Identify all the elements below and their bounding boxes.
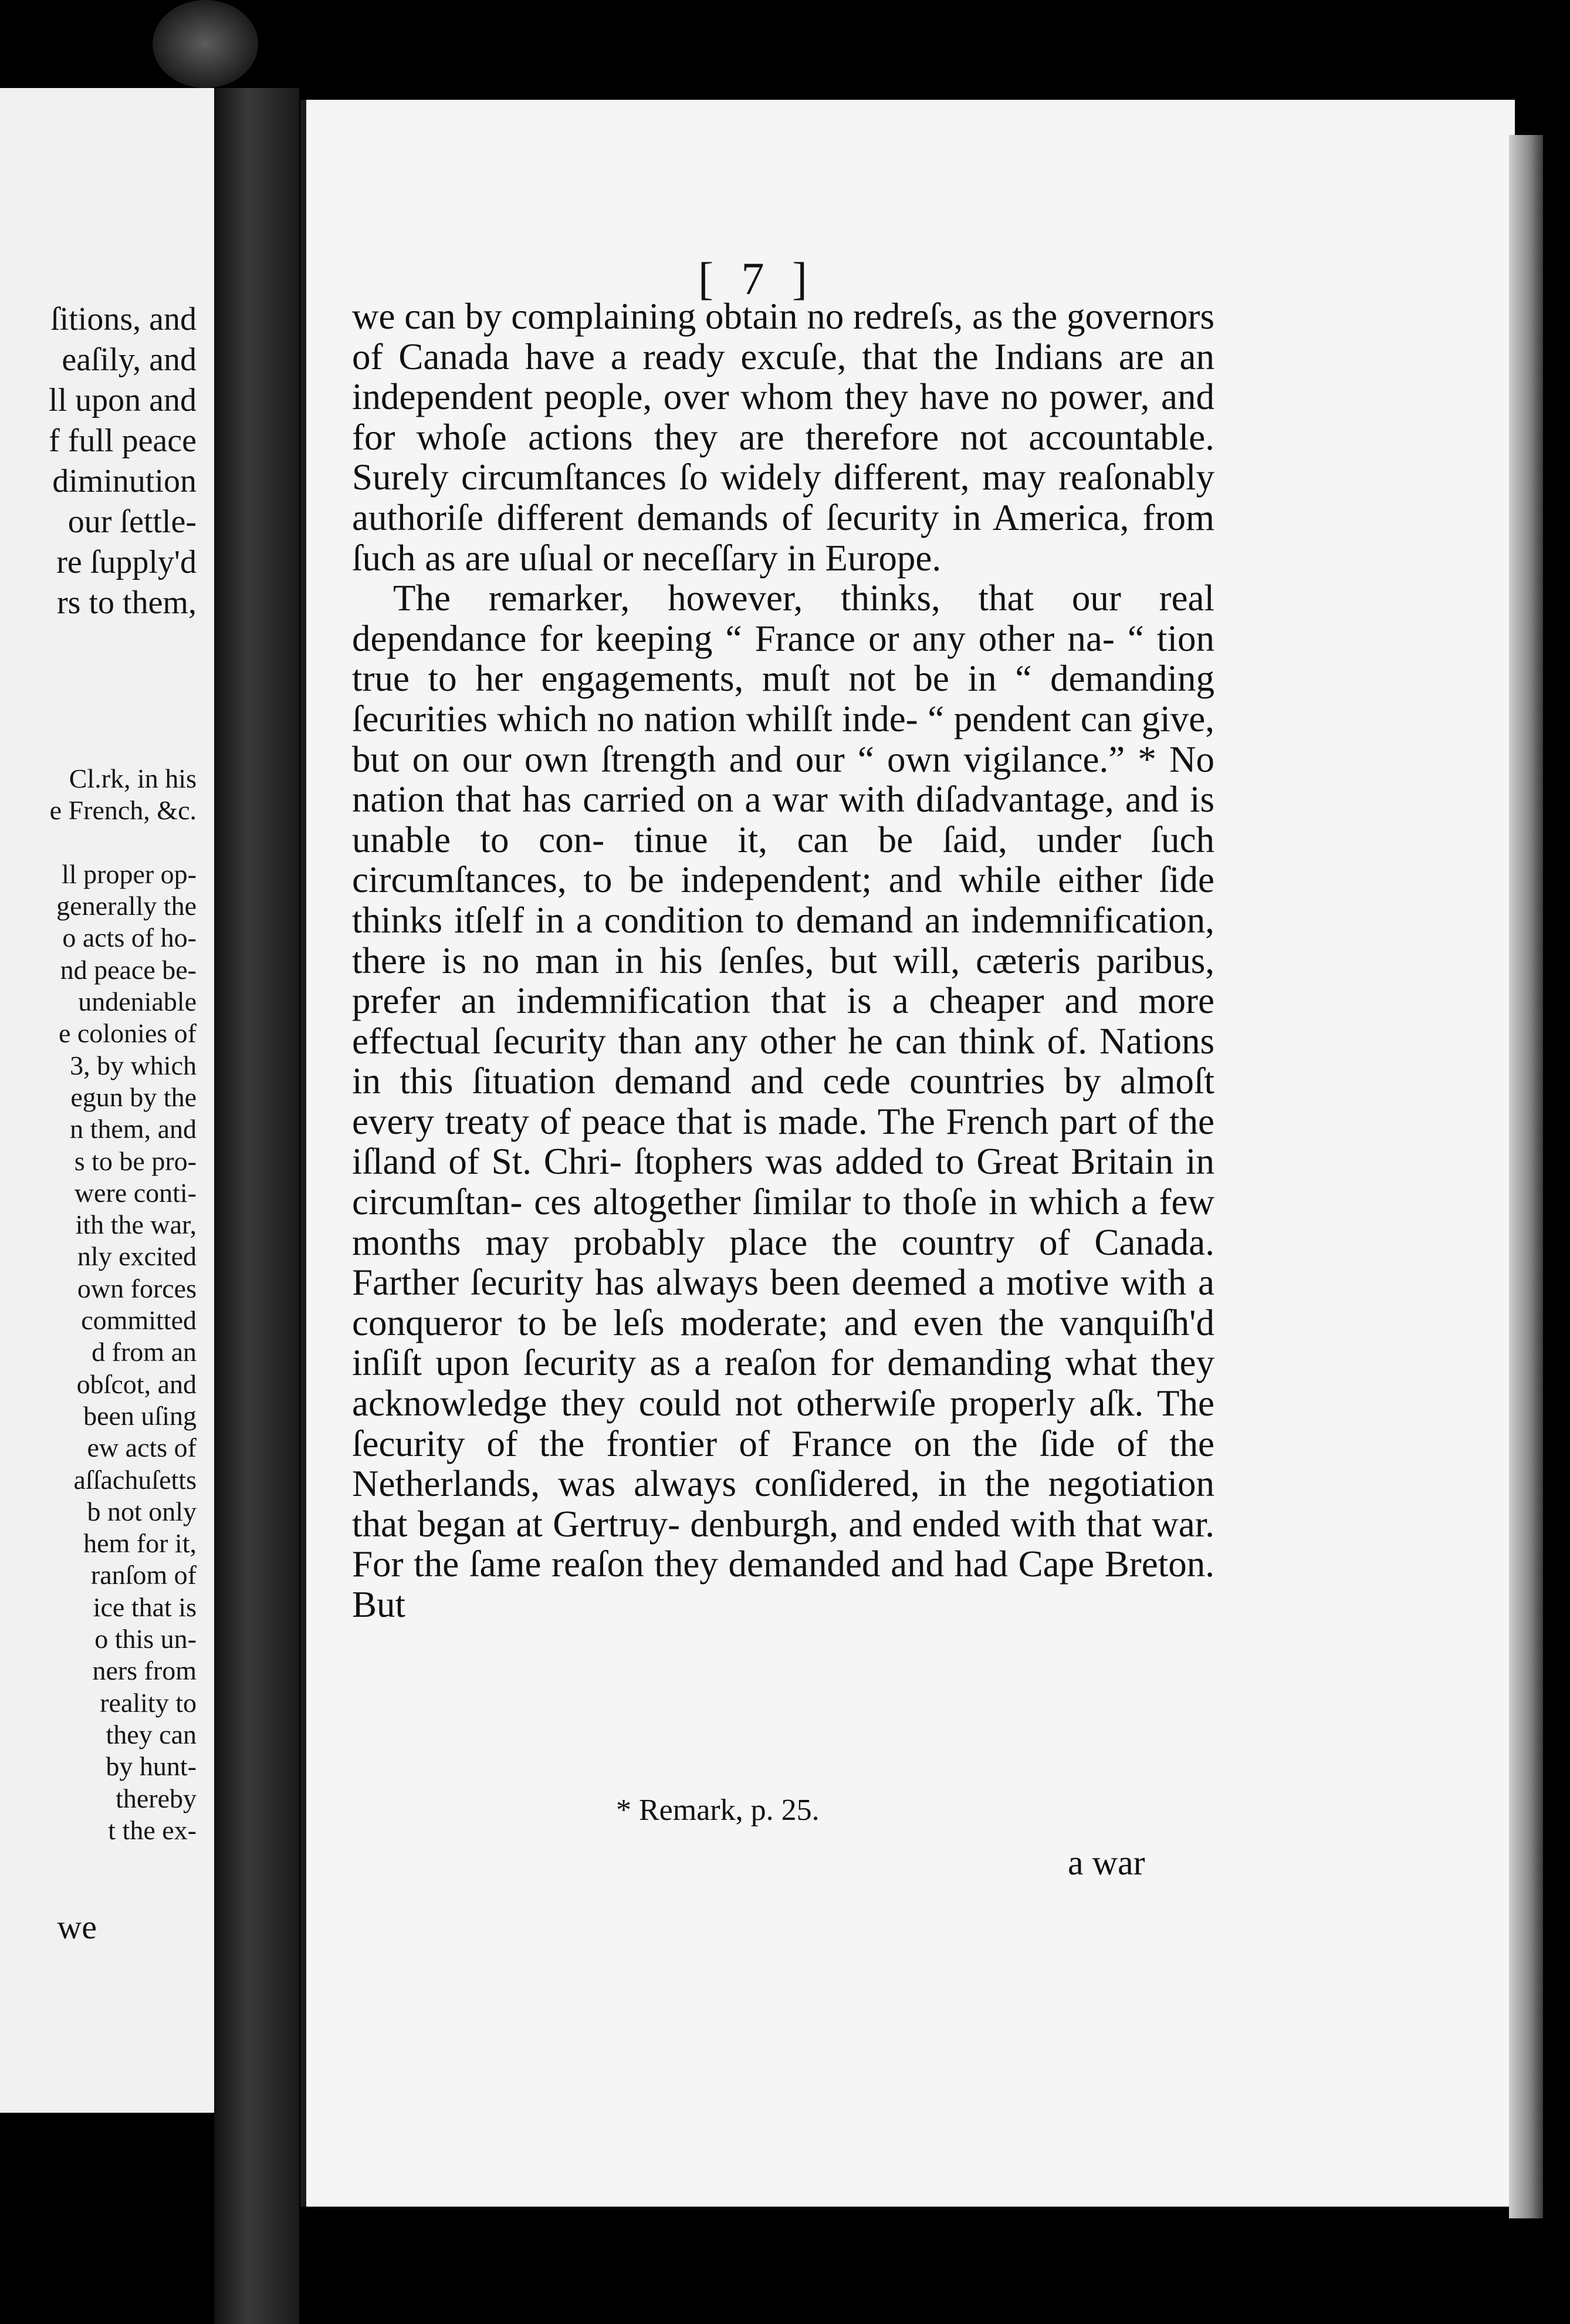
left-page-small-line: nly excited xyxy=(77,1241,197,1272)
catchword: a war xyxy=(1068,1843,1145,1882)
left-page-small-line: t the ex- xyxy=(108,1815,197,1845)
left-page-small-line: ners from xyxy=(92,1656,197,1686)
left-page-small-line: nd peace be- xyxy=(60,954,197,985)
left-page-line: ll upon and xyxy=(49,382,197,418)
left-page-line: re ſupply'd xyxy=(56,544,197,580)
left-page-small-line: b not only xyxy=(87,1496,197,1526)
left-page-small-line: by hunt- xyxy=(106,1751,197,1782)
left-page-small-line: committed xyxy=(81,1305,197,1336)
left-page-line: rs to them, xyxy=(57,585,197,621)
left-page-small-line: ice that is xyxy=(93,1592,197,1622)
left-page-small-line: d from an xyxy=(92,1337,197,1367)
left-page-small-line: aſſachuſetts xyxy=(73,1464,197,1495)
left-page-line: f full peace xyxy=(49,423,197,459)
page-edge xyxy=(1509,135,1543,2218)
left-page-small-line: hem for it, xyxy=(83,1528,197,1559)
left-page-text xyxy=(49,299,197,623)
left-page-small-line: were conti- xyxy=(74,1177,197,1208)
left-page-small-line: 3, by which xyxy=(70,1050,197,1080)
left-page-line: ſitions, and xyxy=(50,301,197,337)
left-page-small-line: e French, &c. xyxy=(49,795,197,826)
footnote: * Remark, p. 25. xyxy=(616,1793,820,1827)
left-page-small-line: e colonies of xyxy=(58,1018,197,1049)
page-number: [ 7 ] xyxy=(698,253,816,304)
left-page-line: diminution xyxy=(52,463,197,499)
left-page-small-line: undeniable xyxy=(78,987,197,1017)
left-page-line: eaſily, and xyxy=(62,342,197,378)
left-page-small-line: generally the xyxy=(56,891,197,921)
page-shadow xyxy=(153,0,258,88)
left-page-small-line: s to be pro- xyxy=(74,1146,197,1176)
left-page-small-line: o this un- xyxy=(94,1624,197,1654)
left-page-small-line: thereby xyxy=(116,1783,197,1813)
left-page-small-line: ith the war, xyxy=(75,1210,197,1240)
left-page-small-line: reality to xyxy=(100,1687,197,1718)
left-page-small-line: ranſom of xyxy=(90,1560,197,1590)
left-page-small-line: Cl.rk, in his xyxy=(69,764,197,793)
left-page-small-line: ew acts of xyxy=(87,1433,197,1463)
left-page-catchword: we xyxy=(57,1908,97,1946)
left-page-small-line: been uſing xyxy=(83,1400,197,1431)
left-page-small-line: they can xyxy=(106,1719,197,1749)
left-page-small-line: o acts of ho- xyxy=(62,923,197,953)
left-page-small-line: ll proper op- xyxy=(62,859,197,889)
left-page xyxy=(0,88,219,2113)
left-page-text-lower xyxy=(50,763,197,1846)
left-page-small-line: own forces xyxy=(77,1273,197,1303)
left-page-small-line: obſcot, and xyxy=(76,1369,197,1399)
left-page-line: our ſettle- xyxy=(67,504,197,540)
body-text xyxy=(352,296,1214,1625)
left-page-small-line xyxy=(50,827,197,859)
left-page-small-line: egun by the xyxy=(70,1082,197,1112)
book-gutter xyxy=(214,88,299,2324)
paragraph: we can by complaining obtain no redreſs, as the governors of Canada have a ready excuſe, that the Indians are an independent people, over whom they have no power, and for whoſe actions they are therefore not accountable. Surely circumſtances ſo widely different, may reaſonably authoriſe different demands of ſecurity in America, from ſuch as are uſual or neceſſary in Europe. xyxy=(352,296,1214,579)
left-page-small-line: n them, and xyxy=(70,1114,197,1144)
paragraph: The remarker, however, thinks, that our real dependance for keeping “ France or any other na- “ tion true to her engagements, muſt not be in “ demanding ſecurities which no nation whilſt inde- “ pendent can give, but on our own ſtrength and our “ own vigilance.” * No nation that has carried on a war with diſadvantage, and is unable to con- tinue it, can be ſaid, under ſuch circumſtances, to be independent; and while either ſide thinks itſelf in a condition to demand an indemnification, there is no man in his ſenſes, but will, cæteris paribus, prefer an indemnification that is a cheaper and more effectual ſecurity than any other he can think of. Nations in this ſituation demand and cede countries by almoſt every treaty of peace that is made. The French part of the iſland of St. Chri- ſtophers was added to Great Britain in circumſtan- ces altogether ſimilar to thoſe in which a few months may probably place the country of Canada. Farther ſecurity has always been deemed a motive with a conqueror to be leſs moderate; and even the vanquiſh'd inſiſt upon ſecurity as a reaſon for demanding what they acknowledge they could not otherwiſe properly aſk. The ſecurity of the frontier of France on the ſide of the Netherlands, was always conſidered, in the negotiation that began at Gertruy- denburgh, and ended with that war. For the ſame reaſon they demanded and had Cape Breton. But xyxy=(352,577,1214,1625)
